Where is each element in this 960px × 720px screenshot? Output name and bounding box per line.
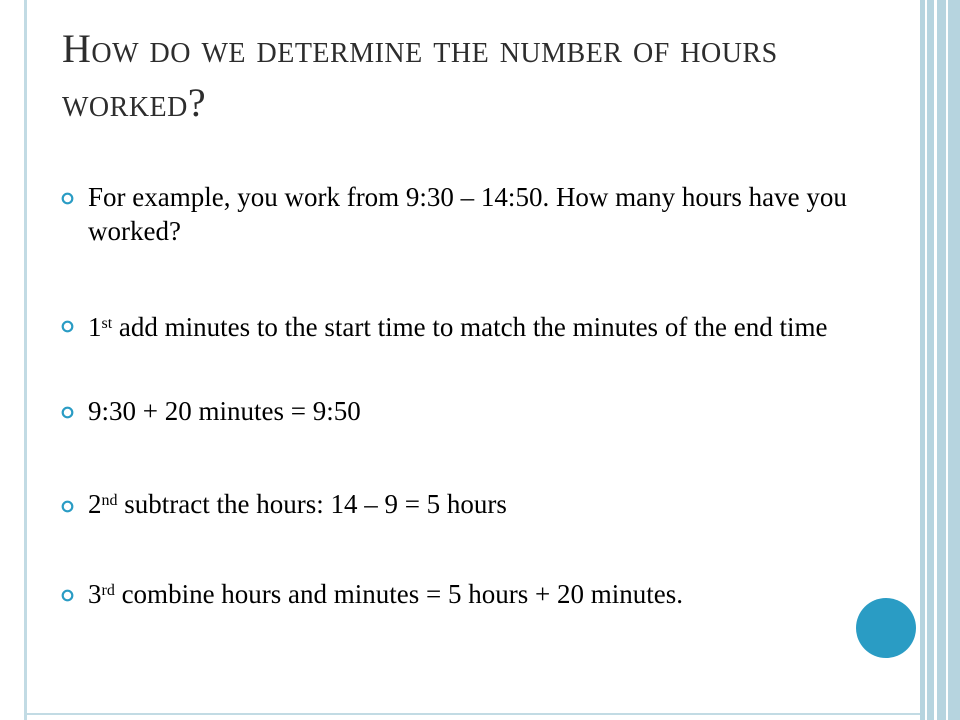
bullet-text: 9:30 + 20 minutes = 9:50 <box>88 396 361 426</box>
circle-bullet-icon <box>61 500 74 513</box>
bullet-item <box>88 310 878 344</box>
bullet-item <box>88 394 878 428</box>
slide-title: How do we determine the number of hours worked? <box>62 26 778 125</box>
circle-bullet-icon <box>61 320 74 333</box>
bullet-step-number: 1 <box>88 312 102 342</box>
bullet-item <box>88 180 878 248</box>
bullet-text: combine hours and minutes = 5 hours + 20 minutes. <box>114 579 683 609</box>
bullet-text: For example, you work from 9:30 – 14:50. How many hours have you worked? <box>88 182 847 246</box>
circle-bullet-icon <box>61 192 74 205</box>
bullet-step-number: 3 <box>88 579 102 609</box>
bullet-text: subtract the hours: 14 – 9 = 5 hours <box>117 489 507 519</box>
bullet-ordinal-suffix: nd <box>101 492 118 509</box>
circle-bullet-icon <box>61 406 74 419</box>
bullet-step-number: 2 <box>88 489 102 519</box>
circle-bullet-icon <box>61 589 74 602</box>
bullet-ordinal-suffix: rd <box>101 582 115 599</box>
bullet-ordinal-suffix: st <box>101 315 113 332</box>
bullet-text: add minutes to the start time to match the minutes of the end time <box>112 312 828 342</box>
bullet-item <box>88 487 878 521</box>
accent-circle-icon <box>856 598 916 658</box>
bullet-item <box>88 577 878 611</box>
